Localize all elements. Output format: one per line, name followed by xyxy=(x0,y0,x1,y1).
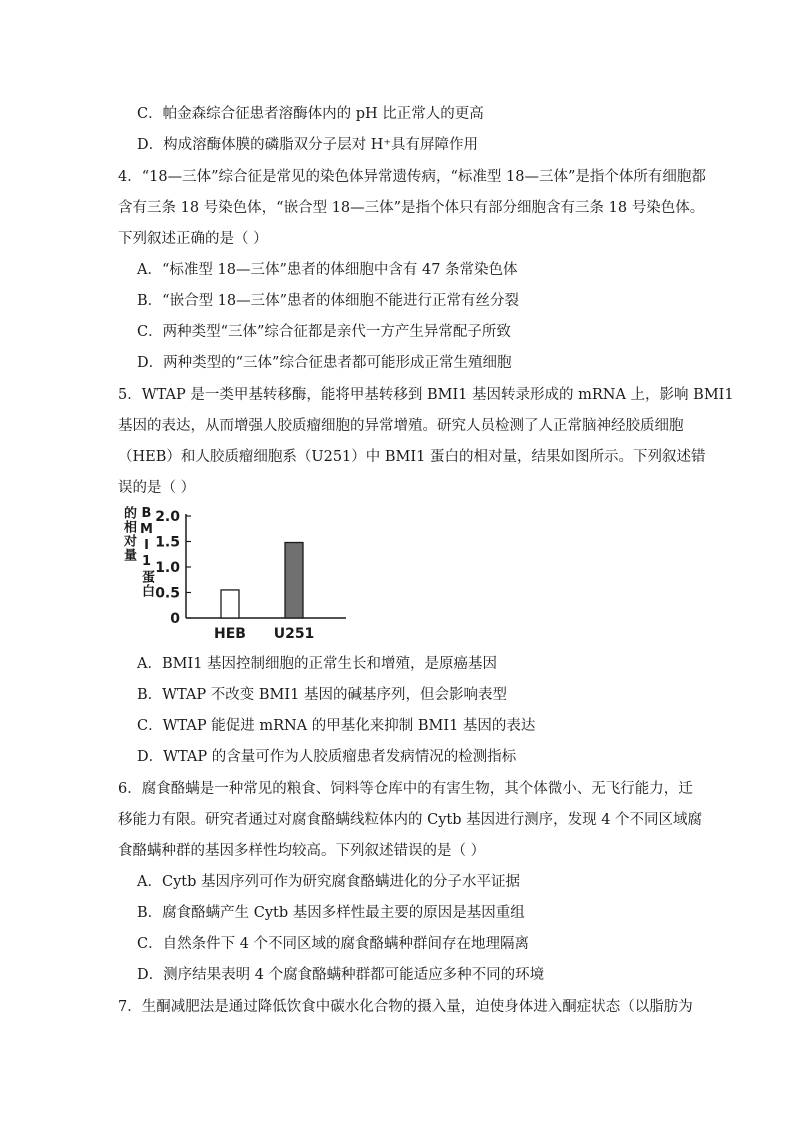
q4-stem-line-1: 4．“18—三体”综合征是常见的染色体异常遗传病，“标准型 18—三体”是指个体所有细胞都 xyxy=(118,169,706,185)
q5-option-a: A．BMI1 基因控制细胞的正常生长和增殖，是原癌基因 xyxy=(137,656,498,672)
bar-heb xyxy=(221,590,239,618)
chart-plot xyxy=(118,504,358,644)
q4-stem-line-2: 含有三条 18 号染色体，“嵌合型 18—三体”是指个体只有部分细胞含有三条 18 号染色体。 xyxy=(118,200,705,216)
q4-option-d: D．两种类型的“三体”综合征患者都可能形成正常生殖细胞 xyxy=(137,355,512,371)
q5-option-c: C．WTAP 能促进 mRNA 的甲基化来抑制 BMI1 基因的表达 xyxy=(137,718,536,734)
q6-stem-line-1: 6．腐食酪螨是一种常见的粮食、饲料等仓库中的有害生物，其个体微小、无飞行能力，迁 xyxy=(118,781,693,797)
q4-option-a: A．“标准型 18—三体”患者的体细胞中含有 47 条常染色体 xyxy=(137,262,518,278)
q5-option-d: D．WTAP 的含量可作为人胶质瘤患者发病情况的检测指标 xyxy=(137,749,517,765)
q6-stem-line-3: 食酪螨种群的基因多样性均较高。下列叙述错误的是（ ） xyxy=(118,843,486,859)
q5-stem-line-4: 误的是（ ） xyxy=(118,480,196,496)
q5-option-b: B．WTAP 不改变 BMI1 基因的碱基序列，但会影响表型 xyxy=(137,687,507,703)
q4-stem-line-3: 下列叙述正确的是（ ） xyxy=(118,231,268,247)
q7-stem-line-1: 7．生酮减肥法是通过降低饮食中碳水化合物的摄入量，迫使身体进入酮症状态（以脂肪为 xyxy=(118,999,693,1015)
q3-option-d: D．构成溶酶体膜的磷脂双分子层对 H⁺具有屏障作用 xyxy=(137,137,479,153)
chart-ylabel-col2: 的相对量 xyxy=(121,506,136,562)
y-tick-label: 1.5 xyxy=(155,534,180,551)
y-tick-label: 1.0 xyxy=(155,560,180,576)
q4-option-c: C．两种类型“三体”综合征都是亲代一方产生异常配子所致 xyxy=(137,324,511,340)
bar-u251 xyxy=(285,543,303,618)
q4-option-b: B．“嵌合型 18—三体”患者的体细胞不能进行正常有丝分裂 xyxy=(137,293,520,309)
q5-stem-line-1: 5．WTAP 是一类甲基转移酶，能将甲基转移到 BMI1 基因转录形成的 mRNA 上，影响 BMI1 xyxy=(118,387,734,403)
q6-option-d: D．测序结果表明 4 个腐食酪螨种群都可能适应多种不同的环境 xyxy=(137,967,545,983)
y-tick-label: 2.0 xyxy=(155,509,180,525)
y-tick-label: 0.5 xyxy=(155,585,180,602)
y-tick-label: 0 xyxy=(170,611,180,627)
q3-option-c: C．帕金森综合征患者溶酶体内的 pH 比正常人的更高 xyxy=(137,106,484,122)
q6-stem-line-2: 移能力有限。研究者通过对腐食酪螨线粒体内的 Cytb 基因进行测序，发现 4 个不同区域腐 xyxy=(118,812,703,828)
x-tick-label: U251 xyxy=(273,626,315,642)
q6-option-b: B．腐食酪螨产生 Cytb 基因多样性最主要的原因是基因重组 xyxy=(137,905,525,921)
q6-option-a: A．Cytb 基因序列可作为研究腐食酪螨进化的分子水平证据 xyxy=(137,874,520,890)
bmi1-chart xyxy=(118,504,358,644)
x-tick-label: HEB xyxy=(214,626,246,642)
chart-ylabel-col1: BMI1蛋白 xyxy=(139,506,154,598)
q5-stem-line-3: （HEB）和人胶质瘤细胞系（U251）中 BMI1 蛋白的相对量，结果如图所示。下列叙述错 xyxy=(118,449,706,465)
q5-stem-line-2: 基因的表达，从而增强人胶质瘤细胞的异常增殖。研究人员检测了人正常脑神经胶质细胞 xyxy=(118,418,684,434)
q6-option-c: C．自然条件下 4 个不同区域的腐食酪螨种群间存在地理隔离 xyxy=(137,936,530,952)
